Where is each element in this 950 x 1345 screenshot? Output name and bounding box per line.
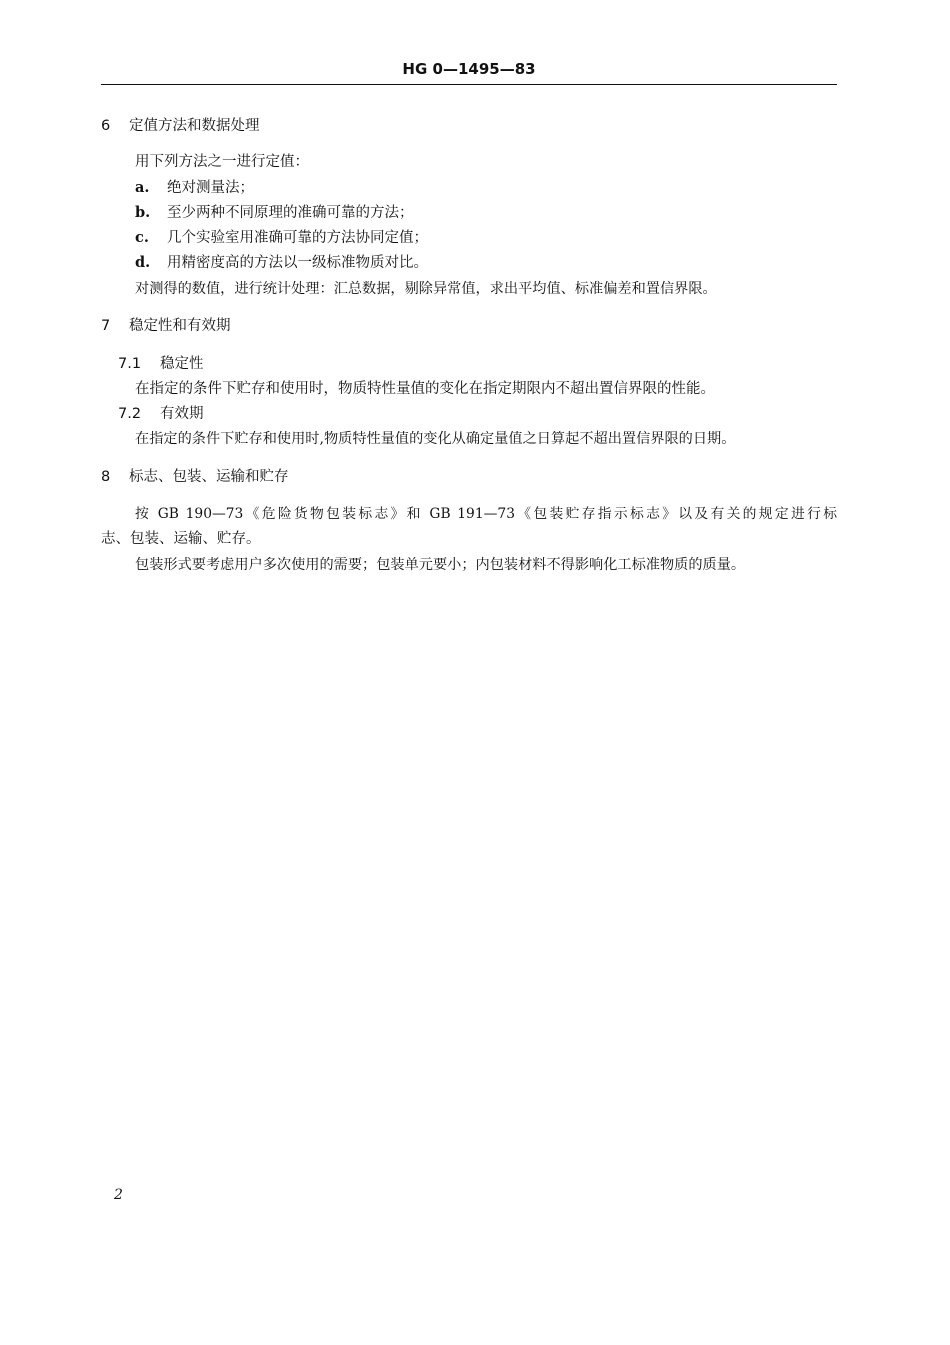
section-8-title: 标志、包装、运输和贮存 — [129, 469, 289, 485]
list-item-letter: a. — [135, 179, 150, 196]
subsection-7-2-number: 7.2 — [118, 406, 142, 422]
section-7-number: 7 — [101, 318, 111, 334]
section-8-paragraph-1-line-2: 志、包装、运输、贮存。 — [101, 531, 261, 547]
header-rule — [101, 84, 837, 85]
list-item-text: 用精密度高的方法以一级标准物质对比。 — [167, 255, 428, 271]
list-item-text: 绝对测量法； — [167, 180, 254, 196]
list-item-a — [135, 178, 254, 198]
section-8-heading — [101, 467, 289, 487]
subsection-7-1-title: 稳定性 — [160, 356, 204, 372]
list-item-text: 几个实验室用准确可靠的方法协同定值； — [167, 230, 428, 246]
list-item-letter: b. — [135, 204, 151, 221]
subsection-7-2-text: 在指定的条件下贮存和使用时,物质特性量值的变化从确定量值之日算起不超出置信界限的日期。 — [135, 431, 736, 447]
list-item-letter: c. — [135, 229, 149, 246]
subsection-7-2-heading — [118, 404, 204, 424]
section-6-number: 6 — [101, 118, 111, 134]
section-6-intro: 用下列方法之一进行定值： — [135, 154, 309, 170]
list-item-b — [135, 203, 414, 223]
list-item-letter: d. — [135, 254, 151, 271]
section-8-paragraph-1-line-1: 按 GB 190—73《危险货物包装标志》和 GB 191—73《包装贮存指示标志》以及有关的规定进行标 — [135, 506, 837, 522]
subsection-7-1-heading — [118, 354, 204, 374]
section-6-heading — [101, 116, 260, 136]
list-item-d — [135, 253, 428, 273]
section-6-closing: 对测得的数值，进行统计处理：汇总数据，剔除异常值，求出平均值、标准偏差和置信界限。 — [135, 281, 717, 297]
list-item-text: 至少两种不同原理的准确可靠的方法； — [167, 205, 414, 221]
section-7-title: 稳定性和有效期 — [129, 318, 231, 334]
section-6-title: 定值方法和数据处理 — [129, 118, 260, 134]
page-header — [101, 58, 837, 86]
section-7-heading — [101, 316, 231, 336]
subsection-7-2-title: 有效期 — [160, 406, 204, 422]
section-8-paragraph-2: 包装形式要考虑用户多次使用的需要；包装单元要小；内包装材料不得影响化工标准物质的质量。 — [135, 557, 746, 573]
standard-code: HG 0—1495—83 — [402, 60, 536, 78]
section-8-number: 8 — [101, 469, 111, 485]
page-number: 2 — [114, 1187, 123, 1203]
list-item-c — [135, 228, 428, 248]
subsection-7-1-number: 7.1 — [118, 356, 142, 372]
subsection-7-1-text: 在指定的条件下贮存和使用时，物质特性量值的变化在指定期限内不超出置信界限的性能。 — [135, 381, 715, 397]
